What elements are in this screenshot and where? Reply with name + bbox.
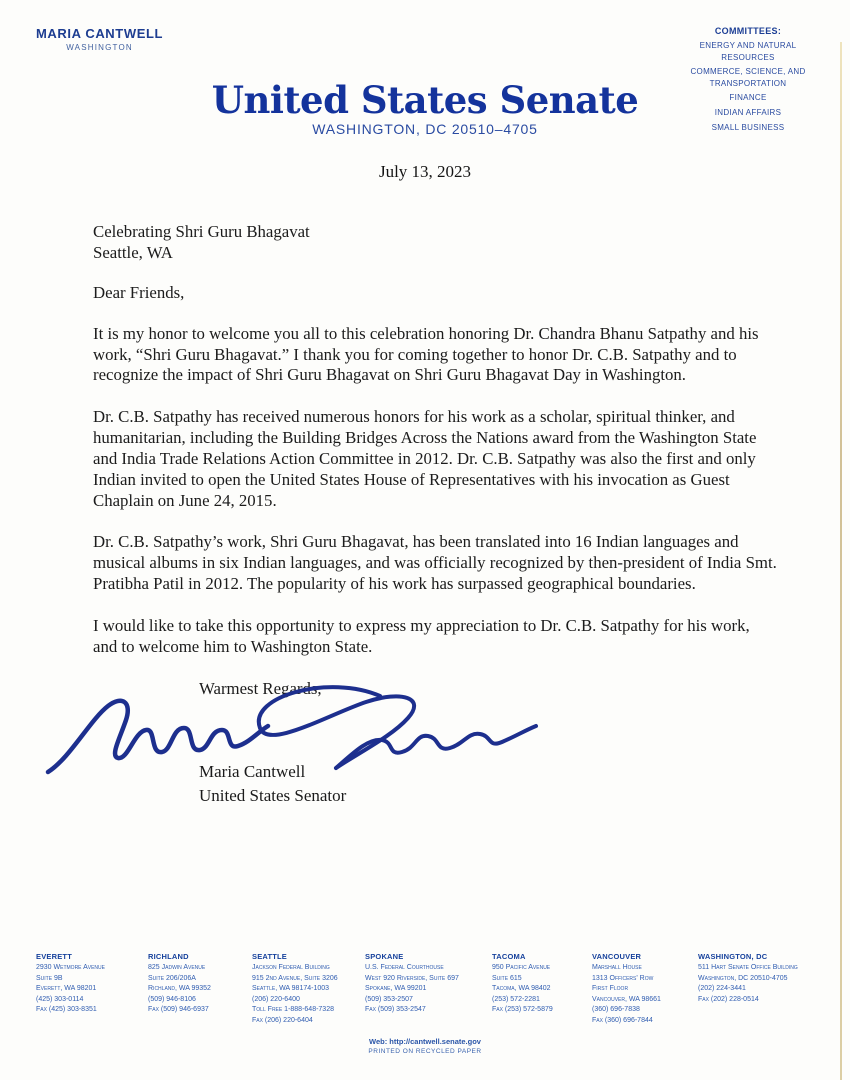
letter-body — [93, 222, 777, 699]
footer-center-block — [0, 1037, 850, 1055]
recycled-paper-note: PRINTED ON RECYCLED PAPER — [368, 1048, 482, 1055]
closing-line: Warmest Regards, — [199, 678, 322, 698]
office-richland: RICHLAND 825 Jadwin Avenue Suite 206/206A Richland, WA 99352 (509) 946-8106 Fax (509) 946-6937 — [148, 952, 211, 1013]
office-everett: EVERETT 2930 Wetmore Avenue Suite 9B Everett, WA 98201 (425) 303-0114 Fax (425) 303-8351 — [36, 952, 105, 1013]
sender-block — [36, 26, 163, 52]
recipient-city: Seattle, WA — [93, 242, 173, 262]
committees-title: COMMITTEES: — [714, 26, 782, 36]
signer-name: Maria Cantwell — [199, 762, 306, 781]
committee-item: ENERGY AND NATURAL RESOURCES — [699, 41, 797, 62]
salutation: Dear Friends, — [93, 282, 185, 302]
signer-title: United States Senator — [199, 785, 347, 805]
committee-item: SMALL BUSINESS — [711, 122, 785, 132]
committee-item: INDIAN AFFAIRS — [714, 107, 782, 117]
body-paragraph: Dr. C.B. Satpathy’s work, Shri Guru Bhagavat, has been translated into 16 Indian languages and musical albums in six Indian languages, and was officially recognized by then-president of India Smt. Pratibha Patil in 2012. The popularity of his work has surpassed geographical boundaries. — [93, 532, 777, 594]
body-paragraph: Dr. C.B. Satpathy has received numerous honors for his work as a scholar, spiritual thinker, and humanitarian, including the Building Bridges Across the Nations award from the Washington State and India Trade Relations Action Committee in 2012. Dr. C.B. Satpathy was also the first and only Indian invited to open the United States House of Representatives with his invocation as Guest Chaplain on June 24, 2015. — [93, 407, 757, 510]
website-line: Web: http://cantwell.senate.gov — [369, 1037, 481, 1046]
sender-state: WASHINGTON — [66, 43, 133, 52]
scan-edge-artifact — [840, 42, 842, 1080]
recipient-block — [93, 222, 777, 264]
letter-date: July 13, 2023 — [378, 162, 472, 181]
office-tacoma: TACOMA 950 Pacific Avenue Suite 615 Tacoma, WA 98402 (253) 572-2281 Fax (253) 572-5879 — [492, 952, 553, 1013]
office-washington-dc: WASHINGTON, DC 511 Hart Senate Office Building Washington, DC 20510-4705 (202) 224-3441 Fax (202) 228-0514 — [698, 952, 798, 1003]
masthead-address: WASHINGTON, DC 20510–4705 — [312, 121, 538, 137]
senate-masthead-title: United States Senate — [211, 78, 639, 122]
sender-name: MARIA CANTWELL — [36, 26, 164, 41]
recipient-event: Celebrating Shri Guru Bhagavat — [93, 222, 310, 241]
office-spokane: SPOKANE U.S. Federal Courthouse West 920 Riverside, Suite 697 Spokane, WA 99201 (509) 353-2507 Fax (509) 353-2547 — [365, 952, 459, 1013]
body-paragraph: It is my honor to welcome you all to this celebration honoring Dr. Chandra Bhanu Satpathy and his work, “Shri Guru Bhagavat.” I thank you for coming together to honor Dr. C.B. Satpathy and to recognize the impact of Shri Guru Bhagavat on Shri Guru Bhagavat Day in Washington. — [93, 323, 759, 385]
office-vancouver: VANCOUVER Marshall House 1313 Officers' Row First Floor Vancouver, WA 98661 (360) 696-7838 Fax (360) 696-7844 — [592, 952, 661, 1024]
body-paragraph: I would like to take this opportunity to express my appreciation to Dr. C.B. Satpathy for his work, and to welcome him to Washington State. — [93, 615, 750, 656]
office-seattle: SEATTLE Jackson Federal Building 915 2nd Avenue, Suite 3206 Seattle, WA 98174-1003 (206) 220-6400 Toll Free 1-888-648-7328 Fax (206) 220-6404 — [252, 952, 338, 1024]
signer-block — [199, 760, 346, 808]
committee-item: FINANCE — [729, 93, 767, 103]
committee-item: COMMERCE, SCIENCE, AND TRANSPORTATION — [690, 67, 806, 88]
